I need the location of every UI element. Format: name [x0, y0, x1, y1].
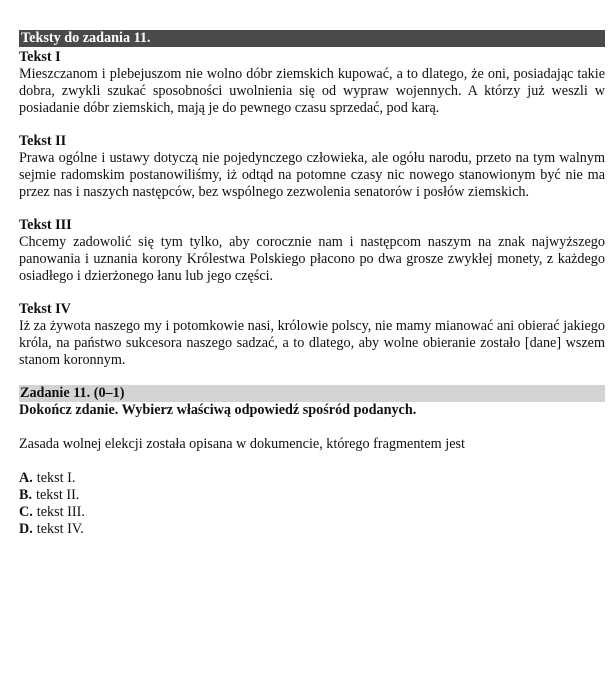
text-title-3: Tekst III [19, 217, 72, 233]
text-title-2: Tekst II [19, 133, 67, 149]
texts-header-title: Teksty do zadania 11. [21, 30, 151, 46]
answer-letter-c: C. [19, 504, 33, 520]
text-title-4: Tekst IV [19, 301, 71, 317]
text-block-3 [19, 217, 605, 285]
text-body-2: Prawa ogólne i ustawy dotyczą nie pojedynczego człowieka, ale ogółu narodu, przeto na tym walnym sejmie radomskim postanowiliśmy, iż odtąd na potomne czasy nic nowego stanowionym być nie ma przez nas i naszych następców, bez wspólnego zezwolenia senatorów i posłów ziemskich. [19, 150, 605, 200]
answer-text-a: tekst I. [36, 470, 76, 486]
answer-text-c: tekst III. [36, 504, 85, 520]
answer-letter-d: D. [19, 521, 33, 537]
texts-header-bar [19, 30, 605, 47]
exam-page [19, 30, 605, 538]
answer-option-b[interactable] [19, 487, 605, 504]
text-block-2 [19, 133, 605, 201]
answer-option-c[interactable] [19, 504, 605, 521]
task-header-bar [19, 385, 605, 402]
answer-text-d: tekst IV. [36, 521, 84, 537]
text-body-3: Chcemy zadowolić się tym tylko, aby corocznie nam i następcom naszym na znak najwyższego panowania i uznania korony Królestwa Polskiego płacono po dwa grosze zwykłej monety, z każdego osiadłego i dzierżonego łanu lub jego części. [19, 234, 605, 284]
task-title: Zadanie 11. (0–1) [20, 385, 125, 401]
answer-letter-b: B. [19, 487, 33, 503]
answer-letter-a: A. [19, 470, 33, 486]
task-question: Zasada wolnej elekcji została opisana w dokumencie, którego fragmentem jest [19, 436, 465, 452]
text-block-4 [19, 301, 605, 369]
task-instruction: Dokończ zdanie. Wybierz właściwą odpowiedź spośród podanych. [19, 402, 417, 418]
answer-option-d[interactable] [19, 521, 605, 538]
answer-option-a[interactable] [19, 470, 605, 487]
text-body-1: Mieszczanom i plebejuszom nie wolno dóbr ziemskich kupować, a to dlatego, że oni, posiadając takie dobra, zwykli szukać sposobności uwolnienia się od wypraw wojennych. A którzy już weszli w posiadanie dóbr ziemskich, mają je do pewnego czasu sprzedać, pod karą. [19, 66, 605, 116]
answer-text-b: tekst II. [36, 487, 80, 503]
text-body-4: Iż za żywota naszego my i potomkowie nasi, królowie polscy, nie mamy mianować ani obierać jakiego króla, na państwo sukcesora naszego sadzać, a to dlatego, aby wolne obieranie zostało [dane] wszem stanom koronnym. [19, 318, 605, 368]
text-title-1: Tekst I [19, 49, 61, 65]
answer-list [19, 470, 605, 538]
text-block-1 [19, 49, 605, 117]
